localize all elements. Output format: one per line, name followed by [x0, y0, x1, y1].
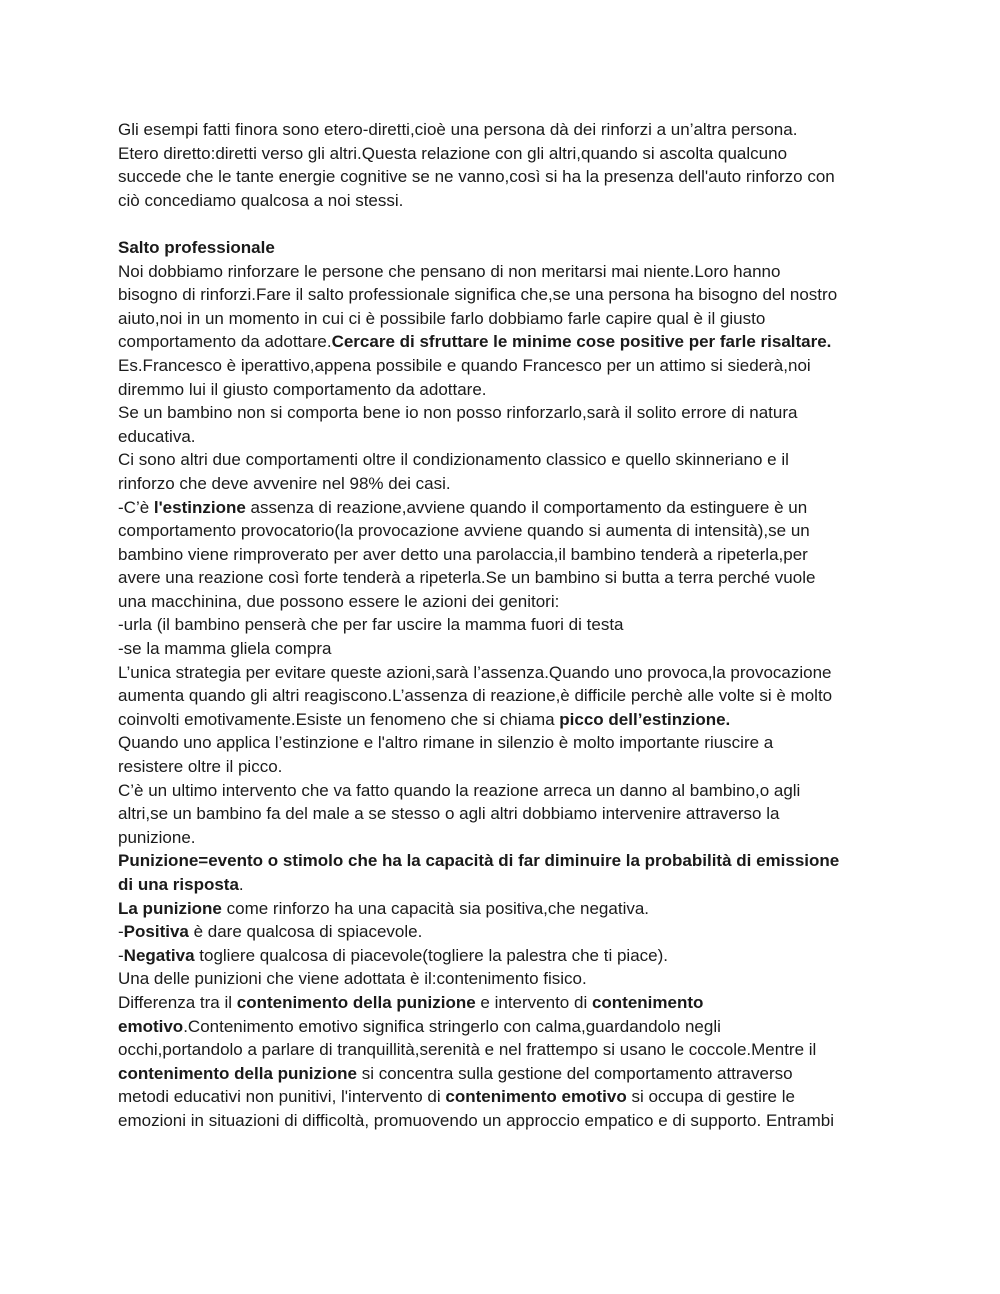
text-segment: .Contenimento emotivo significa stringerlo con calma,guardandolo negli	[183, 1016, 721, 1036]
text-segment: assenza di reazione,avviene quando il comportamento da estinguere è un	[245, 497, 808, 517]
text-segment: Noi dobbiamo rinforzare le persone che pensano di non meritarsi mai niente.Loro hanno	[118, 261, 781, 281]
text-segment: occhi,portandolo a parlare di tranquillità,serenità e nel frattempo si usano le coccole.Mentre il	[118, 1040, 817, 1060]
text-segment: come rinforzo ha una capacità sia positiva,che negativa.	[221, 898, 650, 918]
text-segment: Se un bambino non si comporta bene io non posso rinforzarlo,sarà il solito errore di natura	[118, 403, 798, 423]
text-line	[118, 448, 898, 472]
text-segment: aiuto,noi in un momento in cui ci è possibile farlo dobbiamo farle capire qual è il giusto	[118, 308, 766, 328]
bold-text-segment: La punizione	[118, 898, 222, 918]
text-line	[118, 991, 898, 1015]
text-segment: -se la mamma gliela compra	[118, 639, 332, 659]
text-segment: una macchinina, due possono essere le azioni dei genitori:	[118, 591, 560, 611]
text-segment: bisogno di rinforzi.Fare il salto professionale significa che,se una persona ha bisogno del nostro	[118, 285, 838, 305]
bold-text-segment: Punizione=evento o stimolo che ha la capacità di far diminuire la probabilità di emissione	[118, 851, 840, 871]
text-line	[118, 189, 898, 213]
text-line	[118, 637, 898, 661]
bold-text-segment: contenimento	[591, 992, 704, 1012]
text-segment: -C’è	[118, 497, 154, 517]
text-line	[118, 1109, 898, 1133]
text-line	[118, 543, 898, 567]
text-segment: e intervento di	[475, 992, 592, 1012]
text-segment: comportamento provocatorio(la provocazione avviene quando si aumenta di intensità),se un	[118, 521, 810, 541]
text-segment: Gli esempi fatti finora sono etero-diretti,cioè una persona dà dei rinforzi a un’altra persona.	[118, 120, 798, 139]
blank-line	[118, 212, 898, 236]
text-line	[118, 519, 898, 543]
text-segment: C’è un ultimo intervento che va fatto quando la reazione arreca un danno al bambino,o agli	[118, 780, 801, 800]
text-segment: bambino viene rimproverato per aver detto una parolaccia,il bambino tenderà a ripeterla,per	[118, 544, 808, 564]
section-heading-line	[118, 236, 898, 260]
text-line	[118, 684, 898, 708]
text-segment: Es.Francesco è iperattivo,appena possibile e quando Francesco per un attimo si siederà,noi	[118, 355, 811, 375]
text-line	[118, 354, 898, 378]
text-line	[118, 967, 898, 991]
text-segment: emozioni in situazioni di difficoltà, promuovendo un approccio empatico e di supporto. Entrambi	[118, 1110, 834, 1130]
text-line	[118, 944, 898, 968]
text-segment: .	[238, 875, 244, 894]
text-line	[118, 118, 898, 142]
text-segment: avere una reazione così forte tenderà a ripeterla.Se un bambino si butta a terra perché vuole	[118, 568, 816, 588]
bold-text-segment: di una risposta	[118, 875, 239, 894]
text-segment: si occupa di gestire le	[626, 1087, 795, 1107]
bold-text-segment: emotivo	[118, 1016, 184, 1036]
text-segment: -urla (il bambino penserà che per far uscire la mamma fuori di testa	[118, 615, 624, 635]
text-line	[118, 1015, 898, 1039]
text-line	[118, 897, 898, 921]
bold-text-segment: contenimento della punizione	[118, 1063, 357, 1083]
bold-text-segment: Cercare di sfruttare le minime cose positive per farle risaltare.	[331, 332, 832, 352]
text-segment: si concentra sulla gestione del comportamento attraverso	[356, 1063, 793, 1083]
text-segment: è dare qualcosa di spiacevole.	[188, 922, 423, 942]
text-segment: ciò concediamo qualcosa a noi stessi.	[118, 190, 404, 210]
text-segment: L’unica strategia per evitare queste azioni,sarà l’assenza.Quando uno provoca,la provocazione	[118, 662, 832, 682]
text-line	[118, 330, 898, 354]
bold-text-segment: Negativa	[123, 945, 195, 965]
text-segment: coinvolti emotivamente.Esiste un fenomeno che si chiama	[118, 709, 560, 729]
text-segment: Una delle punizioni che viene adottata è il:contenimento fisico.	[118, 969, 587, 989]
text-line	[118, 708, 898, 732]
text-line	[118, 472, 898, 496]
text-line	[118, 779, 898, 803]
text-segment: Quando uno applica l’estinzione e l'altro rimane in silenzio è molto importante riuscire a	[118, 733, 774, 753]
text-segment: togliere qualcosa di piacevole(togliere la palestra che ti piace).	[194, 945, 668, 965]
text-segment: resistere oltre il picco.	[118, 757, 283, 777]
text-segment: -	[118, 945, 124, 965]
text-line	[118, 260, 898, 284]
text-line	[118, 826, 898, 850]
text-segment: -	[118, 922, 124, 942]
text-line	[118, 425, 898, 449]
bold-text-segment: picco dell’estinzione.	[559, 709, 731, 729]
text-line	[118, 873, 898, 897]
text-segment: rinforzo che deve avvenire nel 98% dei casi.	[118, 473, 451, 493]
text-line	[118, 661, 898, 685]
text-line	[118, 613, 898, 637]
text-line	[118, 496, 898, 520]
text-line	[118, 590, 898, 614]
bold-text-segment: contenimento della punizione	[236, 992, 476, 1012]
text-line	[118, 401, 898, 425]
text-segment: educativa.	[118, 426, 196, 446]
text-line	[118, 849, 898, 873]
text-line	[118, 283, 898, 307]
text-segment: punizione.	[118, 827, 196, 847]
text-line	[118, 920, 898, 944]
text-line	[118, 1062, 898, 1086]
text-line	[118, 731, 898, 755]
bold-text-segment: Salto professionale	[118, 237, 275, 257]
document-body	[118, 118, 898, 1133]
text-line	[118, 1038, 898, 1062]
text-segment: Etero diretto:diretti verso gli altri.Questa relazione con gli altri,quando si ascolta qualcuno	[118, 143, 788, 163]
text-line	[118, 755, 898, 779]
text-segment: comportamento da adottare.	[118, 332, 332, 352]
text-line	[118, 566, 898, 590]
text-line	[118, 307, 898, 331]
text-line	[118, 142, 898, 166]
bold-text-segment: Positiva	[123, 922, 189, 942]
text-segment: Ci sono altri due comportamenti oltre il condizionamento classico e quello skinneriano e il	[118, 450, 789, 470]
text-segment: diremmo lui il giusto comportamento da adottare.	[118, 379, 487, 399]
text-line	[118, 802, 898, 826]
text-line	[118, 378, 898, 402]
text-line	[118, 1085, 898, 1109]
text-line	[118, 165, 898, 189]
text-segment: Differenza tra il	[118, 992, 237, 1012]
bold-text-segment: contenimento emotivo	[445, 1087, 627, 1107]
text-segment: metodi educativi non punitivi, l'intervento di	[118, 1087, 446, 1107]
bold-text-segment: l'estinzione	[153, 497, 246, 517]
text-segment: succede che le tante energie cognitive se ne vanno,così si ha la presenza dell'auto rinforzo con	[118, 167, 835, 187]
text-segment: altri,se un bambino fa del male a se stesso o agli altri dobbiamo intervenire attraverso la	[118, 804, 780, 824]
text-segment: aumenta quando gli altri reagiscono.L’assenza di reazione,è difficile perchè alle volte si è molto	[118, 686, 833, 706]
